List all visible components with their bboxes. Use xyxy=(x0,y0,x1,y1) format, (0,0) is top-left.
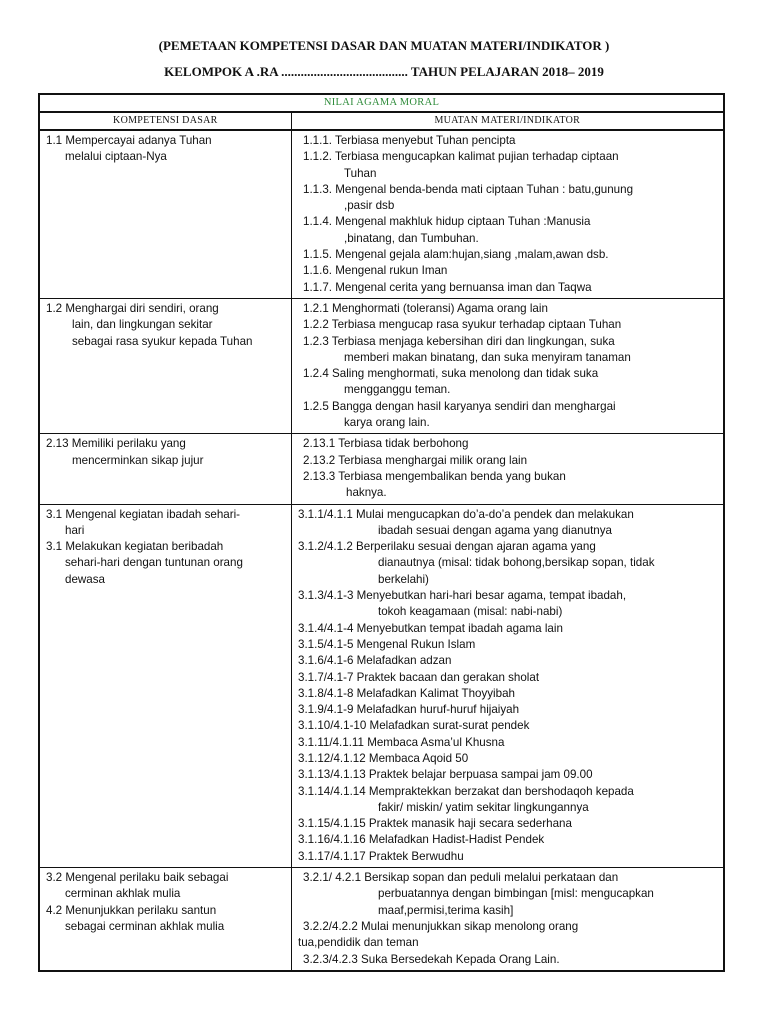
indikator-line: 3.2.3/4.2.3 Suka Bersedekah Kepada Orang Lain. xyxy=(303,952,560,966)
document-subtitle: KELOMPOK A .RA ....................................... TAHUN PELAJARAN 2018– 2019 xyxy=(164,64,604,79)
kompetensi-line: melalui ciptaan-Nya xyxy=(65,150,167,164)
indikator-line: tokoh keagamaan (misal: nabi-nabi) xyxy=(378,605,563,619)
indikator-line: 3.1.3/4.1-3 Menyebutkan hari-hari besar agama, tempat ibadah, xyxy=(298,589,627,603)
kompetensi-cell xyxy=(40,434,291,503)
table-row xyxy=(40,131,723,299)
kompetensi-line: 3.2 Mengenal perilaku baik sebagai xyxy=(46,871,229,885)
indikator-line: 1.1.2. Terbiasa mengucapkan kalimat pujian terhadap ciptaan xyxy=(303,150,619,164)
indikator-line: 1.2.5 Bangga dengan hasil karyanya sendiri dan menghargai xyxy=(303,399,616,413)
indikator-line: ,binatang, dan Tumbuhan. xyxy=(344,231,479,245)
indikator-line: 3.1.14/4.1.14 Mempraktekkan berzakat dan bershodaqoh kepada xyxy=(298,784,634,798)
indikator-cell xyxy=(291,505,723,868)
indikator-line: 3.1.15/4.1.15 Praktek manasik haji secara sederhana xyxy=(298,817,572,831)
kompetensi-line: 4.2 Menunjukkan perilaku santun xyxy=(46,903,217,917)
header-kompetensi: KOMPETENSI DASAR xyxy=(113,115,218,126)
indikator-line: 3.1.9/4.1-9 Melafadkan huruf-huruf hijaiyah xyxy=(298,703,520,717)
indikator-cell xyxy=(291,868,723,970)
indikator-line: 2.13.2 Terbiasa menghargai milik orang lain xyxy=(303,453,528,467)
document-title: (PEMETAAN KOMPETENSI DASAR DAN MUATAN MATERI/INDIKATOR ) xyxy=(158,38,610,53)
indikator-line: 3.1.5/4.1-5 Mengenal Rukun Islam xyxy=(298,637,476,651)
indikator-line: berkelahi) xyxy=(378,572,429,586)
kompetensi-line: sehari-hari dengan tuntunan orang xyxy=(65,556,243,570)
indikator-line: 3.1.12/4.1.12 Membaca Aqoid 50 xyxy=(298,751,469,765)
kompetensi-line: dewasa xyxy=(65,572,105,586)
indikator-cell xyxy=(291,299,723,433)
indikator-line: 3.1.2/4.1.2 Berperilaku sesuai dengan ajaran agama yang xyxy=(298,540,596,554)
kompetensi-line: sebagai rasa syukur kepada Tuhan xyxy=(72,334,253,348)
indikator-line: 1.1.6. Mengenal rukun Iman xyxy=(303,264,448,278)
header-muatan: MUATAN MATERI/INDIKATOR xyxy=(291,113,723,129)
indikator-line: fakir/ miskin/ yatim sekitar lingkungannya xyxy=(378,800,589,814)
indikator-line: 1.1.3. Mengenal benda-benda mati ciptaan Tuhan : batu,gunung xyxy=(303,182,634,196)
indikator-line: 1.1.1. Terbiasa menyebut Tuhan pencipta xyxy=(303,134,516,147)
indikator-line: 1.2.3 Terbiasa menjaga kebersihan diri dan lingkungan, suka xyxy=(303,334,615,348)
indikator-line: dianautnya (misal: tidak bohong,bersikap sopan, tidak xyxy=(378,556,655,570)
kompetensi-cell xyxy=(40,299,291,433)
indikator-line: Tuhan xyxy=(344,166,377,180)
table-row xyxy=(40,868,723,970)
indikator-line: 1.1.4. Mengenal makhluk hidup ciptaan Tuhan :Manusia xyxy=(303,215,591,229)
indikator-line: 1.2.2 Terbiasa mengucap rasa syukur terhadap ciptaan Tuhan xyxy=(303,318,622,332)
kompetensi-line: cerminan akhlak mulia xyxy=(65,887,181,901)
table-header xyxy=(40,113,723,131)
kompetensi-cell xyxy=(40,505,291,868)
kompetensi-line: sebagai cerminan akhlak mulia xyxy=(65,919,225,933)
indikator-line: 3.1.11/4.1.11 Membaca Asma’ul Khusna xyxy=(298,735,505,749)
kompetensi-line: 1.1 Mempercayai adanya Tuhan xyxy=(46,134,212,147)
indikator-line: perbuatannya dengan bimbingan [misl: mengucapkan xyxy=(378,887,654,901)
table-row xyxy=(40,299,723,434)
indikator-cell xyxy=(291,434,723,503)
indikator-line: karya orang lain. xyxy=(344,416,430,430)
table-row xyxy=(40,505,723,869)
indikator-line: maaf,permisi,terima kasih] xyxy=(378,903,514,917)
indikator-line: 3.1.13/4.1.13 Praktek belajar berpuasa sampai jam 09.00 xyxy=(298,768,593,782)
indikator-line: ibadah sesuai dengan agama yang dianutnya xyxy=(378,523,612,537)
kompetensi-line: 2.13 Memiliki perilaku yang xyxy=(46,437,186,451)
table-row xyxy=(40,434,723,504)
kompetensi-line: hari xyxy=(65,523,85,537)
indikator-line: 3.1.6/4.1-6 Melafadkan adzan xyxy=(298,654,452,668)
indikator-line: 3.2.1/ 4.2.1 Bersikap sopan dan peduli melalui perkataan dan xyxy=(303,871,619,885)
indikator-line: ,pasir dsb xyxy=(344,199,395,213)
indikator-line: mengganggu teman. xyxy=(344,383,451,397)
kompetensi-line: 1.2 Menghargai diri sendiri, orang xyxy=(46,301,219,315)
section-band: NILAI AGAMA MORAL xyxy=(40,95,723,113)
indikator-line: 2.13.1 Terbiasa tidak berbohong xyxy=(303,437,469,451)
indikator-line: 1.2.1 Menghormati (toleransi) Agama orang lain xyxy=(303,301,548,315)
kompetensi-line: lain, dan lingkungan sekitar xyxy=(72,318,213,332)
indikator-line: 3.1.10/4.1-10 Melafadkan surat-surat pendek xyxy=(298,719,530,733)
kompetensi-cell xyxy=(40,131,291,298)
kompetensi-cell xyxy=(40,868,291,970)
kompetensi-line: mencerminkan sikap jujur xyxy=(72,453,204,467)
kompetensi-line: 3.1 Melakukan kegiatan beribadah xyxy=(46,540,224,554)
indikator-line: 3.1.17/4.1.17 Praktek Berwudhu xyxy=(298,849,464,863)
indikator-cell xyxy=(291,131,723,298)
indikator-line: 3.1.1/4.1.1 Mulai mengucapkan do’a-do’a pendek dan melakukan xyxy=(298,507,634,521)
indikator-line: memberi makan binatang, dan suka menyiram tanaman xyxy=(344,350,631,364)
indikator-line: 3.1.4/4.1-4 Menyebutkan tempat ibadah agama lain xyxy=(298,621,563,635)
kompetensi-line: 3.1 Mengenal kegiatan ibadah sehari- xyxy=(46,507,241,521)
indikator-line: 2.13.3 Terbiasa mengembalikan benda yang bukan xyxy=(303,469,566,483)
indikator-line: 1.1.5. Mengenal gejala alam:hujan,siang ,malam,awan dsb. xyxy=(303,248,609,262)
indikator-line: 3.1.8/4.1-8 Melafadkan Kalimat Thoyyibah xyxy=(298,686,515,700)
indikator-line: tua,pendidik dan teman xyxy=(298,936,419,950)
indikator-line: 1.2.4 Saling menghormati, suka menolong dan tidak suka xyxy=(303,367,599,381)
indikator-line: 3.1.16/4.1.16 Melafadkan Hadist-Hadist Pendek xyxy=(298,833,545,847)
indikator-line: 3.1.7/4.1-7 Praktek bacaan dan gerakan sholat xyxy=(298,670,540,684)
indikator-line: 3.2.2/4.2.2 Mulai menunjukkan sikap menolong orang xyxy=(303,919,579,933)
indikator-line: 1.1.7. Mengenal cerita yang bernuansa iman dan Taqwa xyxy=(303,280,592,294)
indikator-line: haknya. xyxy=(346,486,387,500)
competency-table xyxy=(38,93,725,972)
